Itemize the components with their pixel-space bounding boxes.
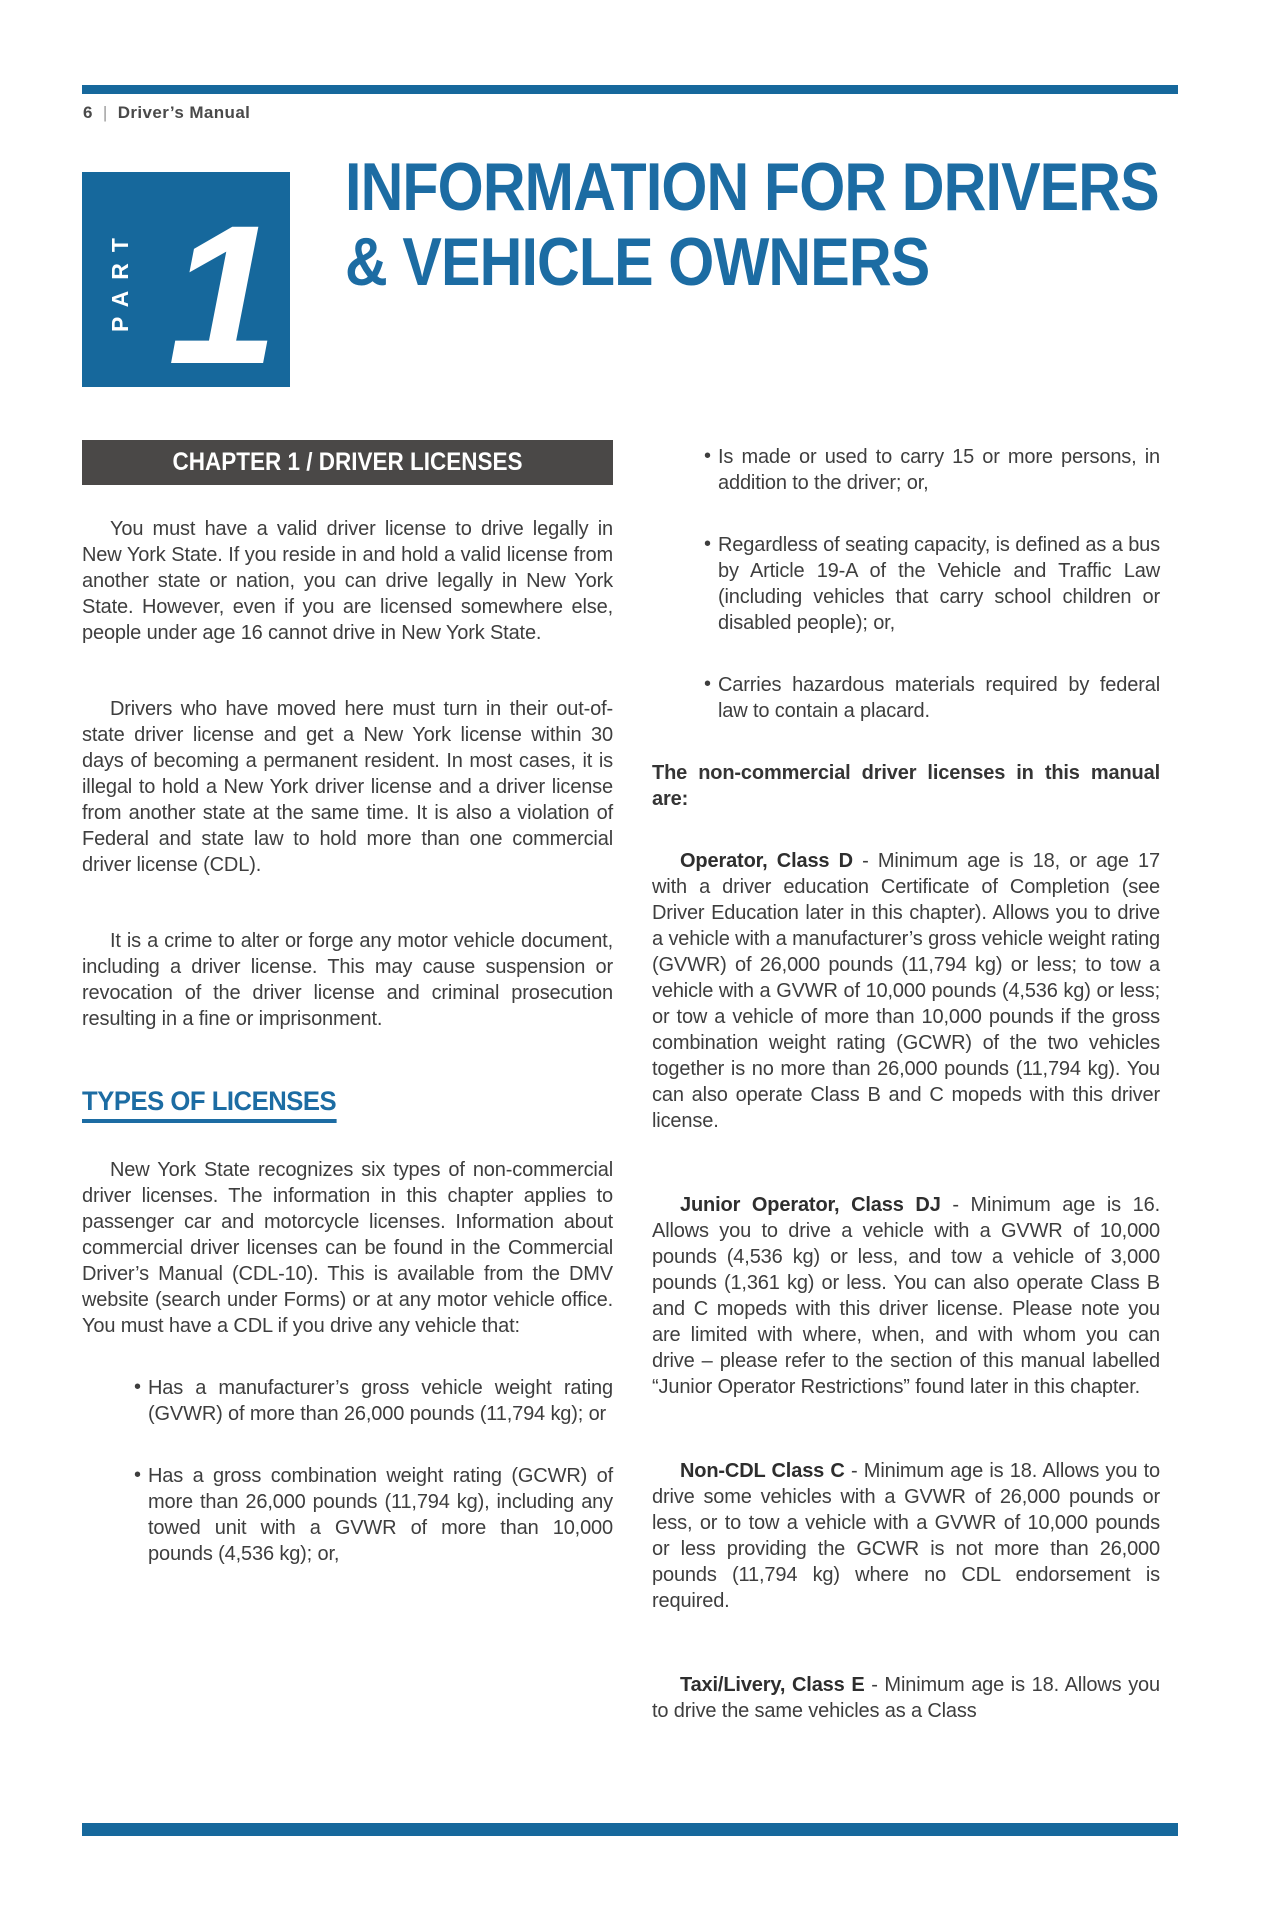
part-label-container [92, 172, 138, 387]
running-header [83, 103, 250, 123]
license-class-name: Junior Operator, Class DJ [680, 1194, 941, 1216]
header-title: Driver’s Manual [117, 103, 251, 122]
list-item-carry-15: • Is made or used to carry 15 or more persons, in addition to the driver; or, [652, 444, 1160, 496]
top-rule-bar [82, 85, 1178, 94]
paragraph-valid-license: You must have a valid driver license to drive legally in New York State. If you reside in and hold a valid license from another state or nation, you can drive legally in New York State. However, even if you are licensed somewhere else, people under age 16 cannot drive in New York State. [82, 518, 613, 644]
license-class-non-cdl-c [652, 1458, 1160, 1614]
license-class-name: Non-CDL Class C [680, 1460, 845, 1482]
title-line-1: INFORMATION FOR DRIVERS [345, 149, 1159, 225]
page-number: 6 [83, 103, 93, 122]
license-class-junior-operator-dj [652, 1192, 1160, 1400]
cdl-criteria-list-right [652, 444, 1160, 724]
license-class-name: Taxi/Livery, Class E [680, 1674, 865, 1696]
part-label: PART [107, 227, 133, 332]
list-item-gcwr: • Has a gross combination weight rating (GCWR) of more than 26,000 pounds (11,794 kg), including any towed unit with a GVWR of more than 10,000 pounds (4,536 kg); or, [82, 1463, 613, 1567]
license-class-description: - Minimum age is 18, or age 17 with a driver education Certificate of Completion (see Driver Education later in this chapter). Allows you to drive a vehicle with a manufacturer’s gross vehicle weight rating (GVWR) of 26,000 pounds (11,794 kg) or less; to tow a vehicle with a GVWR of 10,000 pounds (4,536 kg) or less; or tow a vehicle of more than 10,000 pounds if the gross combination weight rating (GCWR) of the two vehicles together is no more than 26,000 pounds (11,794 kg). You can also operate Class B and C mopeds with this driver license. [652, 850, 1160, 1132]
list-item-gvwr: • Has a manufacturer’s gross vehicle weight rating (GVWR) of more than 26,000 pounds (11,794 kg); or [82, 1375, 613, 1427]
page-title [345, 150, 1159, 300]
paragraph-types-intro: New York State recognizes six types of non-commercial driver licenses. The information in this chapter applies to passenger car and motorcycle licenses. Information about commercial driver licenses can be found in the Commercial Driver’s Manual (CDL-10). This is available from the DMV website (search under Forms) or at any motor vehicle office. You must have a CDL if you drive any vehicle that: [82, 1159, 613, 1337]
list-item-bus-article-19a: • Regardless of seating capacity, is defined as a bus by Article 19-A of the Vehicle and Traffic Law (including vehicles that carry school children or disabled people); or, [652, 532, 1160, 636]
part-number: 1 [167, 183, 278, 405]
paragraph-moved-here: Drivers who have moved here must turn in their out-of-state driver license and get a New York license within 30 days of becoming a permanent resident. In most cases, it is illegal to hold a New York driver license and a driver license from another state at the same time. It is also a violation of Federal and state law to hold more than one commercial driver license (CDL). [82, 698, 613, 876]
license-types-lead-in: The non-commercial driver licenses in this manual are: [652, 762, 1160, 810]
paragraph-crime-to-alter: It is a crime to alter or forge any motor vehicle document, including a driver license. This may cause suspension or revocation of the driver license and criminal prosecution resulting in a fine or imprisonment. [82, 930, 613, 1030]
right-column [652, 440, 1160, 1782]
section-heading-types-of-licenses [82, 1086, 613, 1123]
cdl-criteria-list-left [82, 1375, 613, 1567]
license-class-description: - Minimum age is 18. Allows you to drive the same vehicles as a Class [652, 1674, 1161, 1722]
header-separator: | [102, 103, 108, 122]
title-line-2: & VEHICLE OWNERS [345, 224, 930, 300]
list-item-hazardous-materials: • Carries hazardous materials required by federal law to contain a placard. [652, 672, 1160, 724]
part-banner [82, 172, 290, 405]
chapter-header-bar [82, 440, 613, 485]
left-column [82, 440, 613, 1603]
license-class-taxi-livery-e [652, 1672, 1160, 1724]
license-class-description: - Minimum age is 16. Allows you to drive a vehicle with a GVWR of 10,000 pounds (4,536 kg) or less, and tow a vehicle of 3,000 pounds (1,361 kg) or less. You can also operate Class B and C mopeds with this driver license. Please note you are limited with where, when, and with whom you can drive – please refer to the section of this manual labelled “Junior Operator Restrictions” found later in this chapter. [652, 1194, 1160, 1398]
license-class-description: - Minimum age is 18. Allows you to drive some vehicles with a GVWR of 26,000 pounds or less, or to tow a vehicle with a GVWR of 10,000 pounds or less providing the GCWR is not more than 26,000 pounds (11,794 kg) where no CDL endorsement is required. [652, 1460, 1160, 1612]
chapter-header-label: CHAPTER 1 / DRIVER LICENSES [172, 448, 523, 476]
bottom-rule-bar [82, 1823, 1178, 1836]
license-class-operator-d [652, 848, 1160, 1134]
section-heading-text: TYPES OF LICENSES [82, 1086, 336, 1123]
license-class-name: Operator, Class D [680, 850, 853, 872]
